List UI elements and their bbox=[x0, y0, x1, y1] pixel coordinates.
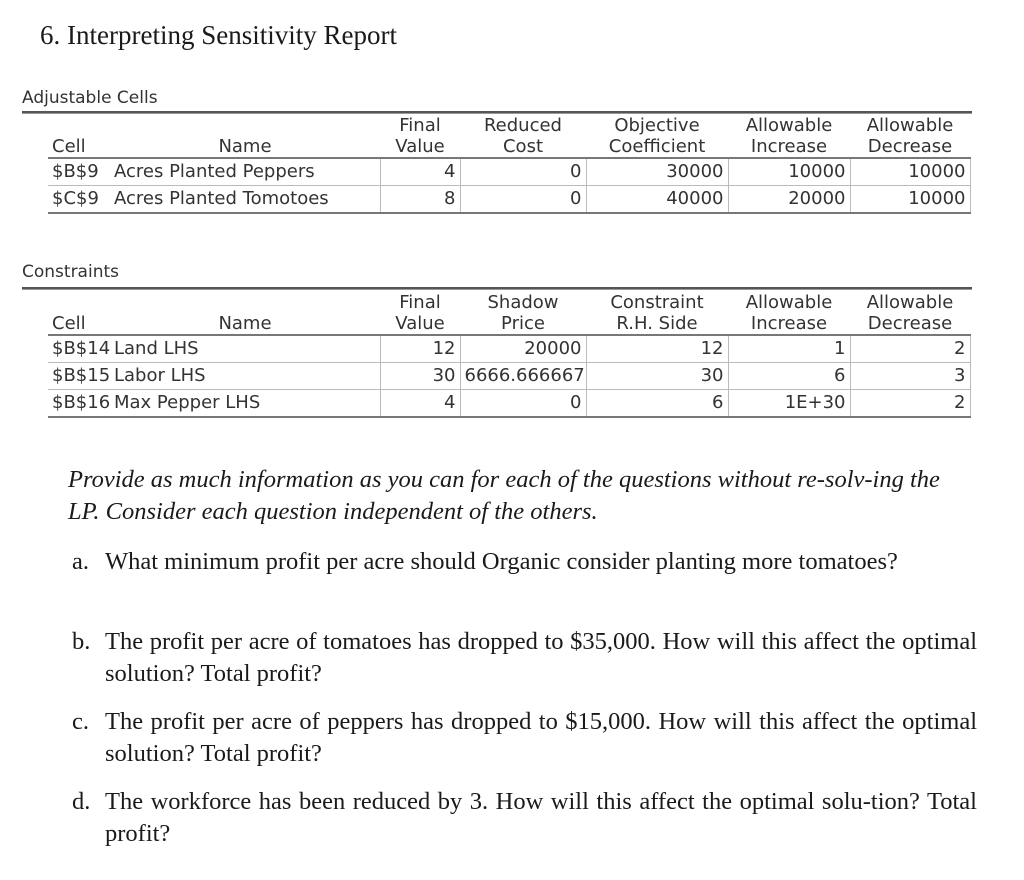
final-value: 4 bbox=[380, 390, 460, 418]
header-name: Name bbox=[110, 313, 380, 335]
final-value: 8 bbox=[380, 186, 460, 214]
header-shadow-1: Shadow bbox=[487, 292, 559, 313]
section-divider bbox=[22, 111, 972, 114]
header-reduced-1: Reduced bbox=[483, 115, 562, 136]
question-label: c. bbox=[72, 708, 89, 735]
header-constraint-1: Constraint bbox=[610, 292, 704, 313]
instructions-text: Provide as much information as you can for each of the questions without re-solv-ing the LP. Consider each question independent of the others. bbox=[68, 466, 940, 525]
problem-title: 6. Interpreting Sensitivity Report bbox=[40, 20, 397, 50]
cell-name: Acres Planted Tomotoes bbox=[110, 186, 380, 214]
header-decrease-1: Allowable bbox=[866, 115, 954, 136]
header-shadow-2: Price bbox=[460, 313, 586, 335]
cell-name: Max Pepper LHS bbox=[110, 390, 380, 418]
final-value: 30 bbox=[380, 363, 460, 390]
objective-coefficient: 30000 bbox=[586, 158, 728, 186]
shadow-price: 0 bbox=[460, 390, 586, 418]
header-cell: Cell bbox=[48, 136, 110, 158]
allowable-decrease: 2 bbox=[850, 390, 970, 418]
final-value: 4 bbox=[380, 158, 460, 186]
question-label: a. bbox=[72, 548, 89, 575]
constraints-table bbox=[48, 292, 971, 418]
header-increase-2: Increase bbox=[728, 136, 850, 158]
header-final-1: Final bbox=[399, 115, 441, 136]
question-text: What minimum profit per acre should Organic consider planting more tomatoes? bbox=[105, 548, 898, 575]
constraints-label: Constraints bbox=[22, 262, 119, 282]
allowable-increase: 1 bbox=[728, 335, 850, 363]
header-objective-2: Coefficient bbox=[586, 136, 728, 158]
constraints-section bbox=[22, 262, 972, 442]
header-cell: Cell bbox=[48, 313, 110, 335]
header-name: Name bbox=[110, 136, 380, 158]
objective-coefficient: 40000 bbox=[586, 186, 728, 214]
header-final-1: Final bbox=[399, 292, 441, 313]
table-row bbox=[48, 363, 970, 390]
table-row bbox=[48, 158, 970, 186]
header-increase-1: Allowable bbox=[745, 115, 833, 136]
section-divider bbox=[22, 287, 972, 290]
adjustable-cells-table bbox=[48, 115, 971, 214]
header-final-2: Value bbox=[380, 313, 460, 335]
table-row bbox=[48, 335, 970, 363]
question-text: The profit per acre of peppers has dropped to $15,000. How will this affect the optimal solution? Total profit? bbox=[105, 708, 977, 767]
cell-ref: $B$15 bbox=[48, 363, 110, 390]
question-c bbox=[72, 706, 977, 770]
header-constraint-2: R.H. Side bbox=[586, 313, 728, 335]
constraint-rhs: 12 bbox=[586, 335, 728, 363]
table-row bbox=[48, 390, 970, 418]
cell-name: Acres Planted Peppers bbox=[110, 158, 380, 186]
reduced-cost: 0 bbox=[460, 186, 586, 214]
question-text: The profit per acre of tomatoes has dropped to $35,000. How will this affect the optimal solution? Total profit? bbox=[105, 628, 977, 687]
constraint-rhs: 6 bbox=[586, 390, 728, 418]
allowable-decrease: 10000 bbox=[850, 158, 970, 186]
cell-ref: $C$9 bbox=[48, 186, 110, 214]
question-text: The workforce has been reduced by 3. How will this affect the optimal solu-tion? Total profit? bbox=[105, 788, 977, 847]
header-objective-1: Objective bbox=[614, 115, 700, 136]
adjustable-cells-label: Adjustable Cells bbox=[22, 88, 158, 108]
constraint-rhs: 30 bbox=[586, 363, 728, 390]
cell-name: Labor LHS bbox=[110, 363, 380, 390]
allowable-increase: 20000 bbox=[728, 186, 850, 214]
header-decrease-2: Decrease bbox=[850, 136, 970, 158]
cell-ref: $B$16 bbox=[48, 390, 110, 418]
shadow-price: 6666.666667 bbox=[460, 363, 586, 390]
cell-ref: $B$9 bbox=[48, 158, 110, 186]
header-increase-1: Allowable bbox=[745, 292, 833, 313]
cell-name: Land LHS bbox=[110, 335, 380, 363]
table-row bbox=[48, 186, 970, 214]
question-a bbox=[72, 546, 977, 578]
allowable-increase: 10000 bbox=[728, 158, 850, 186]
header-final-2: Value bbox=[380, 136, 460, 158]
adjustable-cells-section bbox=[22, 88, 972, 238]
final-value: 12 bbox=[380, 335, 460, 363]
question-b bbox=[72, 626, 977, 690]
allowable-decrease: 2 bbox=[850, 335, 970, 363]
header-increase-2: Increase bbox=[728, 313, 850, 335]
reduced-cost: 0 bbox=[460, 158, 586, 186]
allowable-increase: 6 bbox=[728, 363, 850, 390]
allowable-decrease: 3 bbox=[850, 363, 970, 390]
allowable-increase: 1E+30 bbox=[728, 390, 850, 418]
header-decrease-2: Decrease bbox=[850, 313, 970, 335]
cell-ref: $B$14 bbox=[48, 335, 110, 363]
header-reduced-2: Cost bbox=[460, 136, 586, 158]
header-decrease-1: Allowable bbox=[866, 292, 954, 313]
question-label: b. bbox=[72, 628, 91, 655]
shadow-price: 20000 bbox=[460, 335, 586, 363]
allowable-decrease: 10000 bbox=[850, 186, 970, 214]
question-d bbox=[72, 786, 977, 850]
question-label: d. bbox=[72, 788, 91, 815]
